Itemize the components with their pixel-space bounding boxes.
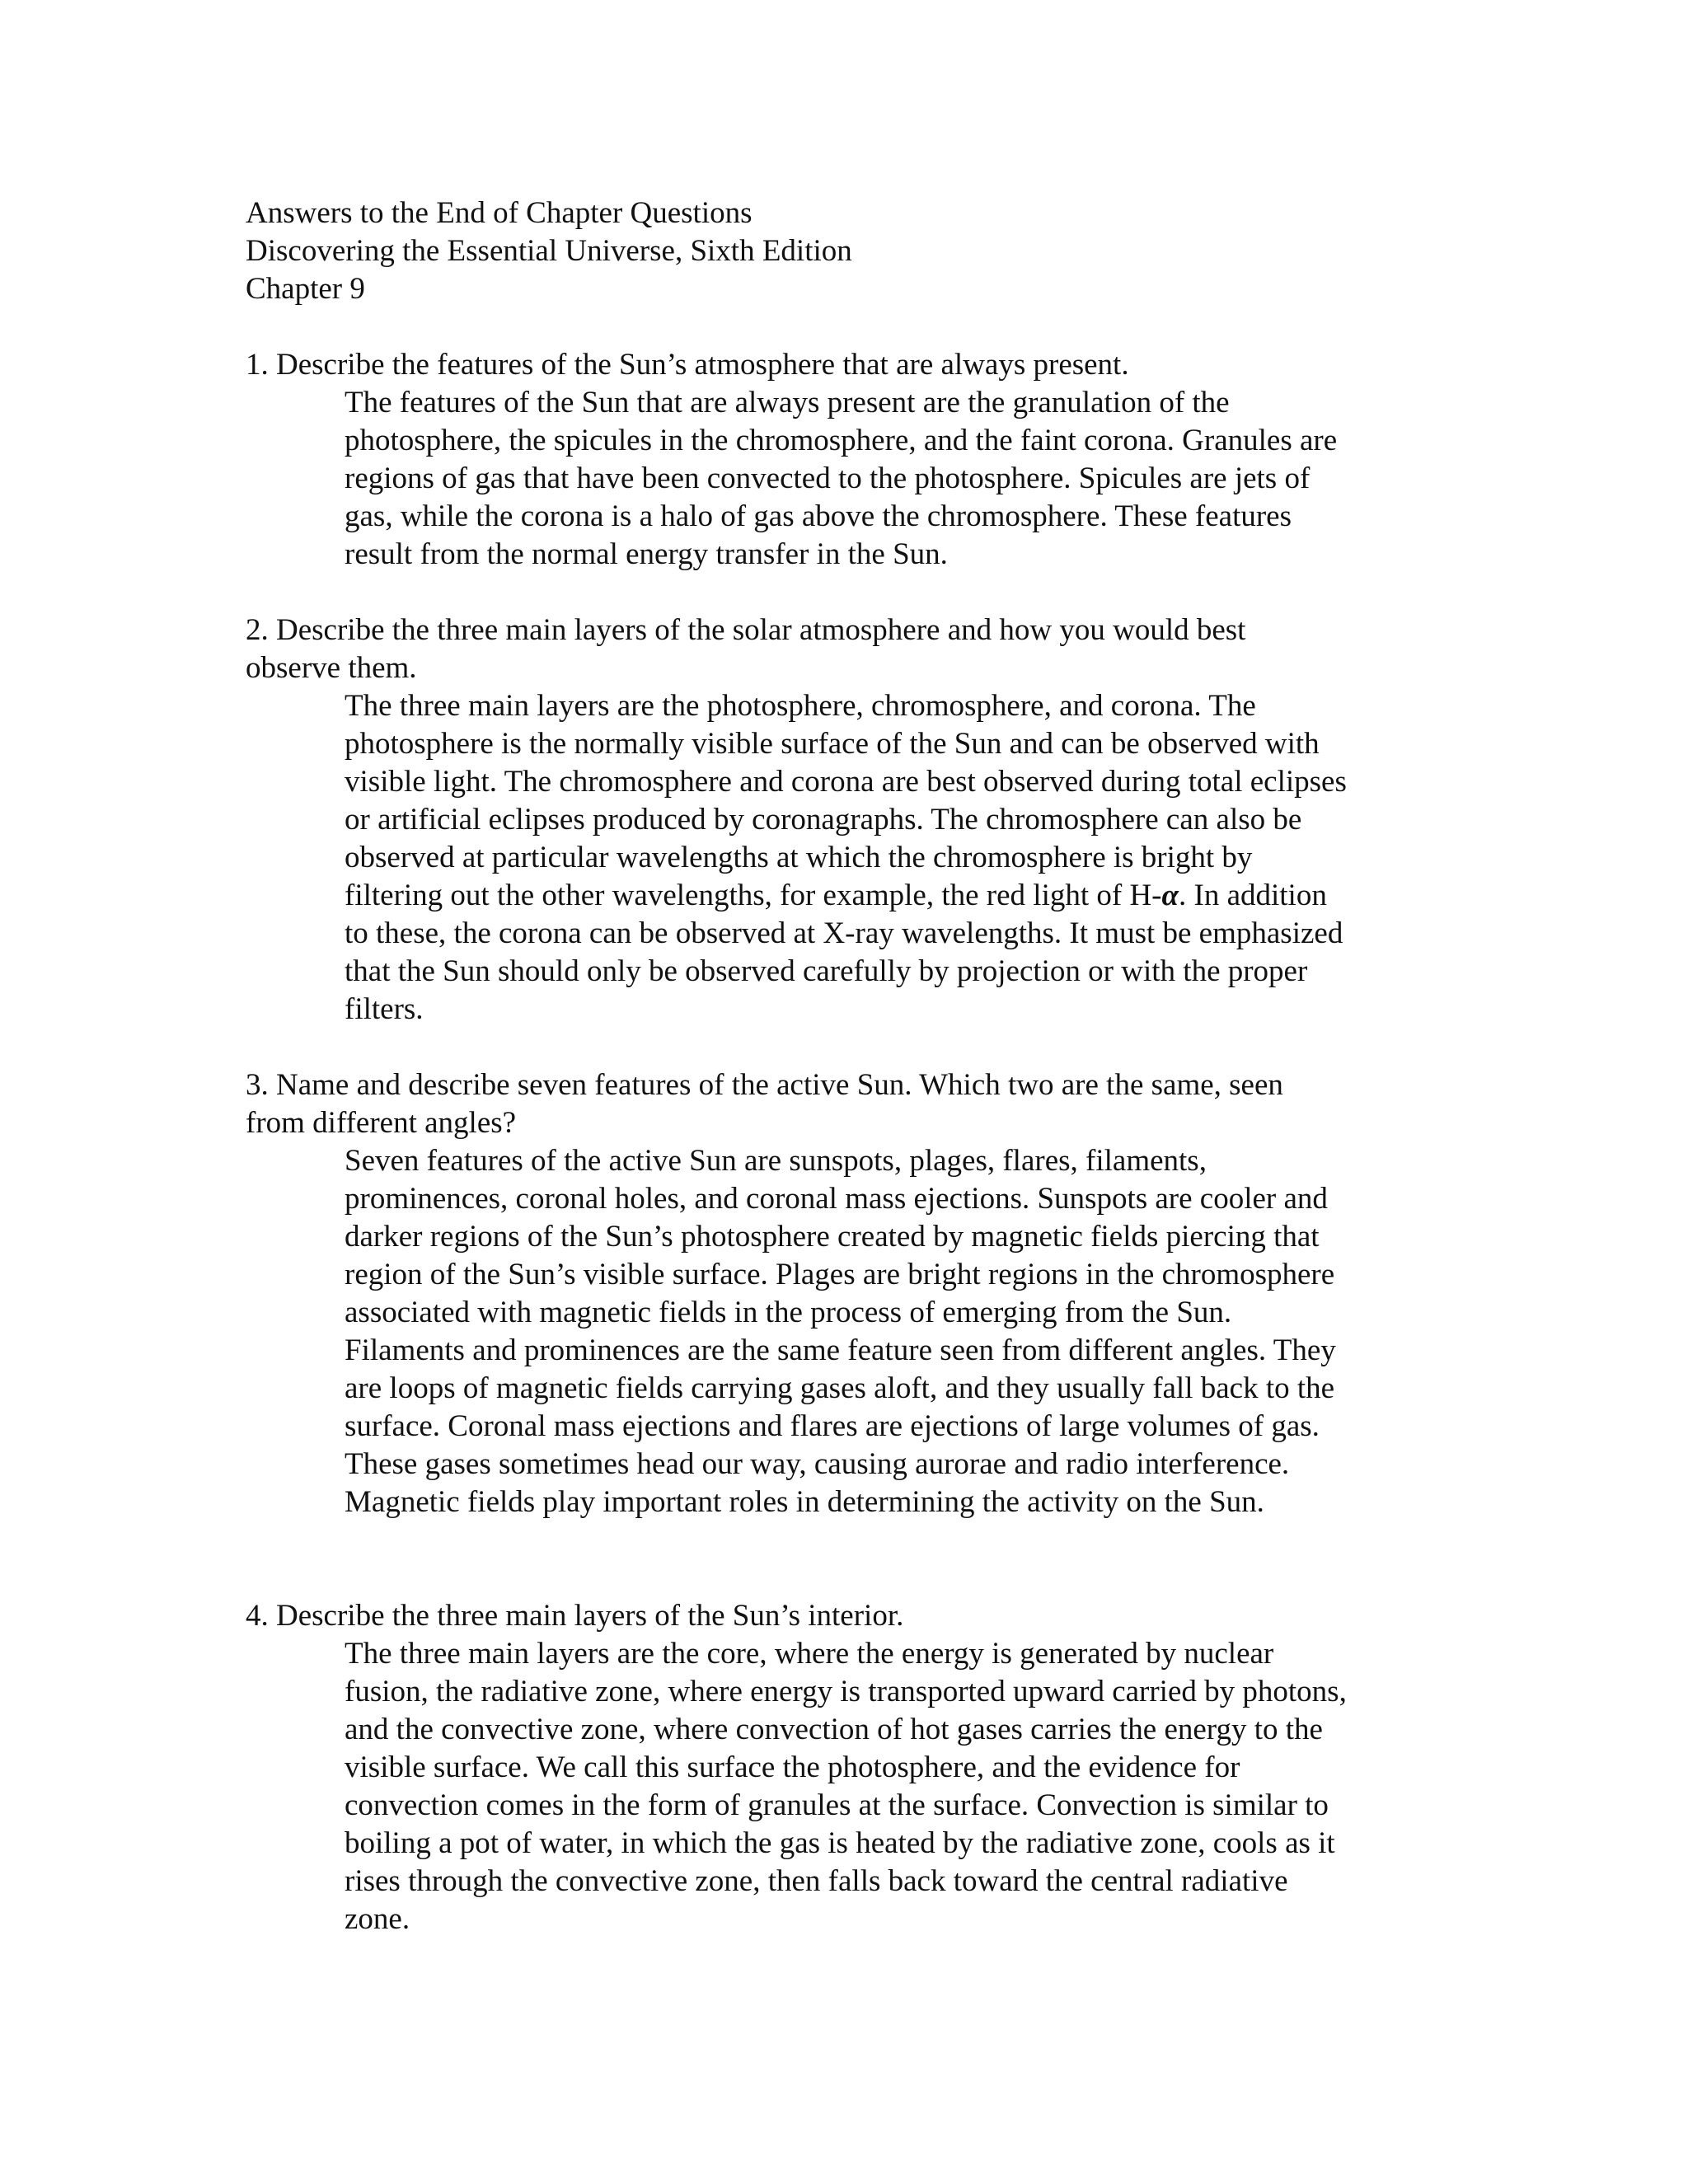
question-block-4 — [246, 1597, 1449, 1938]
alpha-symbol: α — [1161, 879, 1179, 912]
question-4: 4. Describe the three main layers of the Sun’s interior. — [246, 1599, 904, 1633]
answer-4: The three main layers are the core, where the energy is generated by nuclear fusion, the radiative zone, where energy is transported upward carried by photons, and the convective zone, where convection of hot gases carries the energy to the visible surface. We call this surface the photosphere, and the evidence for convection comes in the form of granules at the surface. Convection is similar to boiling a pot of water, in which the gas is heated by the radiative zone, cools as it rises through the convective zone, then falls back toward the central radiative zone. — [345, 1637, 1347, 1936]
answer-3: Seven features of the active Sun are sunspots, plages, flares, filaments, prominences, coronal holes, and coronal mass ejections. Sunspots are cooler and darker regions of the Sun’s photosphere created by magnetic fields piercing that region of the Sun’s visible surface. Plages are bright regions in the chromosphere associated with magnetic fields in the process of emerging from the Sun. Filaments and prominences are the same feature seen from different angles. They are loops of magnetic fields carrying gases aloft, and they usually fall back to the surface. Coronal mass ejections and flares are ejections of large volumes of gas. These gases sometimes head our way, causing aurorae and radio interference. Magnetic fields play important roles in determining the activity on the Sun. — [345, 1144, 1336, 1519]
header-book-title: Discovering the Essential Universe, Sixth Edition — [246, 234, 852, 268]
answer-2-part-1: The three main layers are the photosphere, chromosphere, and corona. The photosphere is the normally visible surface of the Sun and can be observed with visible light. The chromosphere and corona are best observed during total eclipses or artificial eclipses produced by coronagraphs. The chromosphere can also be observed at particular wavelengths at which the chromosphere is bright by filtering out the other wavelengths, for example, the red light of H- — [345, 689, 1347, 912]
question-3: 3. Name and describe seven features of the active Sun. Which two are the same, seen from different angles? — [246, 1068, 1283, 1140]
answer-2-part-2: . In addition to these, the corona can be observed at X-ray wavelengths. It must be emphasized that the Sun should only be observed carefully by projection or with the proper filters. — [345, 879, 1343, 1026]
question-block-2 — [246, 612, 1449, 1029]
question-block-3 — [246, 1066, 1449, 1521]
question-block-1 — [246, 346, 1449, 574]
answer-2 — [246, 687, 1449, 1029]
header-chapter: Chapter 9 — [246, 272, 365, 306]
document-page — [246, 194, 1449, 1976]
question-1: 1. Describe the features of the Sun’s atmosphere that are always present. — [246, 348, 1129, 382]
header-title: Answers to the End of Chapter Questions — [246, 196, 753, 230]
question-2: 2. Describe the three main layers of the solar atmosphere and how you would best observe them. — [246, 613, 1246, 685]
document-header — [246, 194, 1449, 308]
answer-1: The features of the Sun that are always present are the granulation of the photosphere, the spicules in the chromosphere, and the faint corona. Granules are regions of gas that have been convected to the photosphere. Spicules are jets of gas, while the corona is a halo of gas above the chromosphere. These features result from the normal energy transfer in the Sun. — [345, 386, 1338, 571]
